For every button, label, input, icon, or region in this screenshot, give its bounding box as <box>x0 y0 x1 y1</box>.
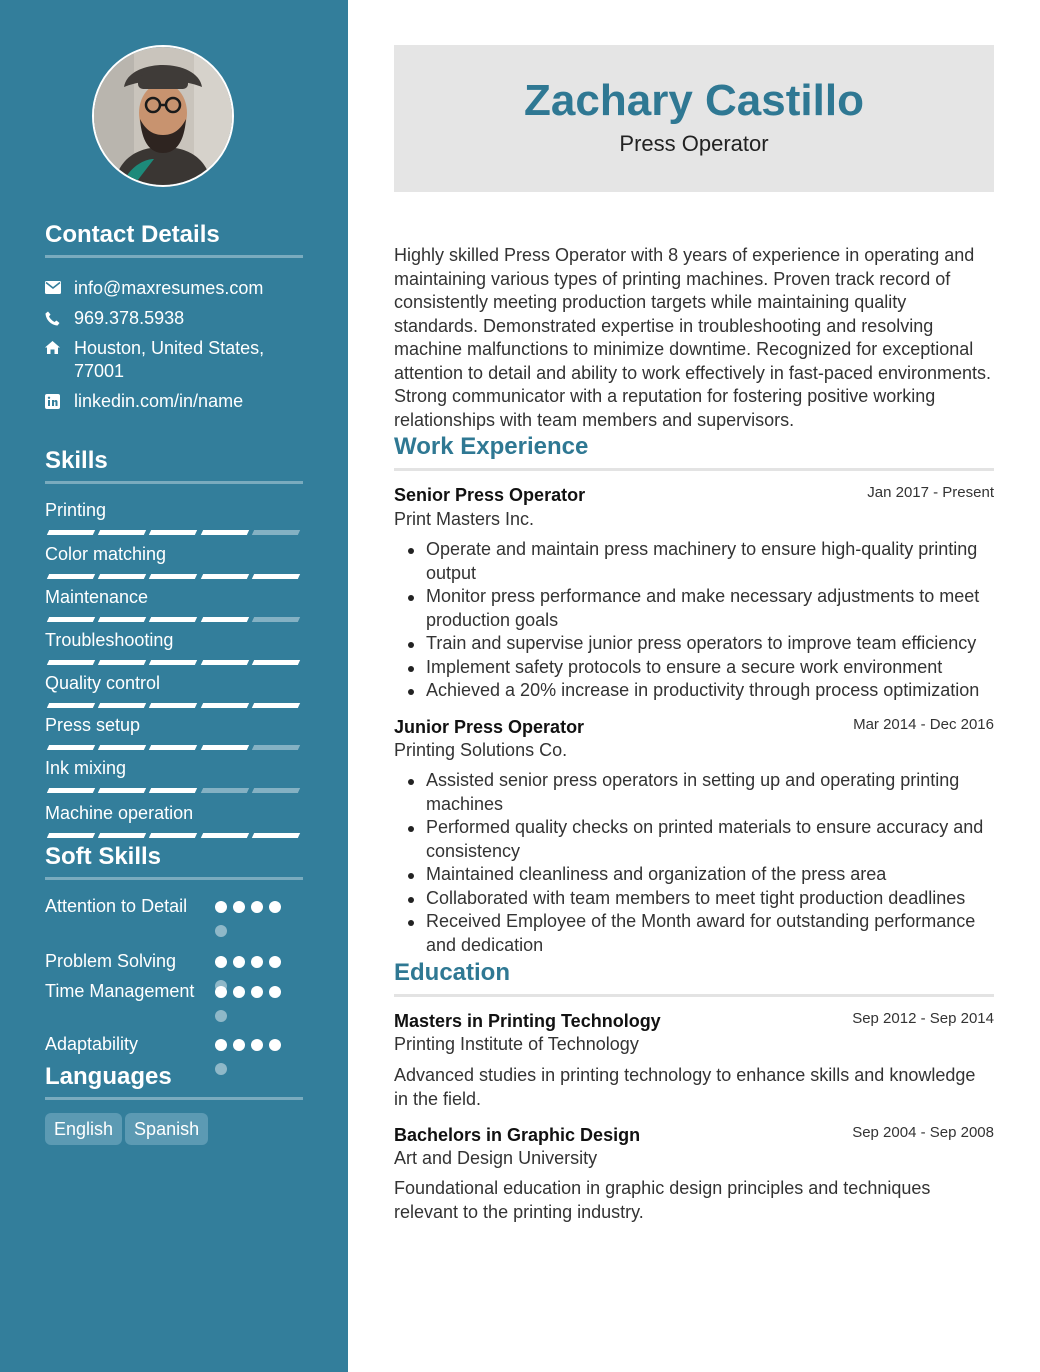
job-bullet: Received Employee of the Month award for outstanding performance and dedication <box>426 910 994 957</box>
skill-level-segment <box>252 788 300 793</box>
job-bullet: Collaborated with team members to meet tight production deadlines <box>426 887 994 911</box>
skill-level-segment <box>252 833 300 838</box>
skill-name: Maintenance <box>45 587 149 607</box>
contact-linkedin[interactable] <box>45 390 243 413</box>
skill-level-segment <box>149 833 197 838</box>
skill-level-bar <box>45 833 303 839</box>
skill-name: Printing <box>45 500 107 520</box>
skill-level-segment <box>252 617 300 622</box>
contact-email[interactable] <box>45 277 263 300</box>
job-bullet: Implement safety protocols to ensure a secure work environment <box>426 656 994 680</box>
soft-skill-name: Adaptability <box>45 1034 139 1054</box>
skill-level-segment <box>98 745 146 750</box>
skill-level-bar <box>45 788 303 794</box>
contact-phone[interactable] <box>45 307 184 330</box>
skill-level-segment <box>47 788 95 793</box>
profile-photo <box>92 45 234 187</box>
soft-skill-name: Problem Solving <box>45 951 177 971</box>
sidebar <box>0 0 348 1372</box>
skill-level-segment <box>98 574 146 579</box>
skill-level-segment <box>47 574 95 579</box>
skill-level-segment <box>252 745 300 750</box>
soft-skill-dot <box>215 925 227 937</box>
phone-text: 969.378.5938 <box>74 308 185 328</box>
skill-level-segment <box>200 574 248 579</box>
job-role: Senior Press Operator <box>394 485 586 505</box>
skill-name: Quality control <box>45 673 161 693</box>
soft-skill-dot <box>269 956 281 968</box>
skill-level-segment <box>47 833 95 838</box>
skill-level-bar <box>45 530 303 536</box>
skill-name: Machine operation <box>45 803 194 823</box>
languages-section <box>45 1063 303 1145</box>
education-description: Advanced studies in printing technology to enhance skills and knowledge in the field. <box>394 1065 976 1109</box>
skill-level-segment <box>98 617 146 622</box>
soft-skill-dot <box>215 1010 227 1022</box>
skill-level-segment <box>47 745 95 750</box>
header <box>394 45 994 192</box>
contact-section <box>45 221 303 411</box>
job-bullet: Maintained cleanliness and organization of the press area <box>426 863 994 887</box>
soft-skill-dot <box>233 986 245 998</box>
address-line2: 77001 <box>74 361 125 381</box>
languages-title: Languages <box>45 1063 303 1100</box>
skill-level-segment <box>149 745 197 750</box>
skill-level-segment <box>98 660 146 665</box>
soft-skill-dot <box>251 901 263 913</box>
language-tag: Spanish <box>125 1113 208 1145</box>
contact-address <box>45 337 264 383</box>
skill-level-segment <box>252 530 300 535</box>
job-company: Printing Solutions Co. <box>394 740 568 760</box>
skill-level-segment <box>47 530 95 535</box>
soft-skill-dot <box>215 901 227 913</box>
languages-list <box>45 1113 303 1145</box>
job-bullets <box>394 769 994 957</box>
profile-photo-icon <box>94 47 232 185</box>
job-dates: Jan 2017 - Present <box>867 484 994 501</box>
home-icon <box>45 337 74 383</box>
job-bullet: Monitor press performance and make necessary adjustments to meet production goals <box>426 585 994 632</box>
job-role: Junior Press Operator <box>394 717 585 737</box>
skill-name: Troubleshooting <box>45 630 174 650</box>
candidate-title: Press Operator <box>619 131 769 156</box>
skill-level-segment <box>47 703 95 708</box>
skill-level-bar <box>45 745 303 751</box>
work-title: Work Experience <box>394 433 994 471</box>
degree: Bachelors in Graphic Design <box>394 1125 641 1145</box>
education-title: Education <box>394 959 994 997</box>
envelope-icon <box>45 277 74 300</box>
soft-skill-dot <box>233 901 245 913</box>
skill-name: Color matching <box>45 544 167 564</box>
soft-skill-dot <box>269 901 281 913</box>
job-bullet: Train and supervise junior press operators to improve team efficiency <box>426 632 994 656</box>
language-tag: English <box>45 1113 122 1145</box>
skill-level-segment <box>47 617 95 622</box>
skill-level-segment <box>47 660 95 665</box>
skill-level-segment <box>252 703 300 708</box>
soft-skills-section <box>45 843 303 1068</box>
job-bullet: Performed quality checks on printed materials to ensure accuracy and consistency <box>426 816 994 863</box>
skill-level-segment <box>149 530 197 535</box>
summary: Highly skilled Press Operator with 8 years of experience in operating and maintaining various types of printing machines. Proven track record of consistently meeting production targets while maintaining quality standards. Demonstrated expertise in troubleshooting and resolving machine malfunctions to minimize downtime. Recognized for exceptional attention to detail and ability to work effectively in fast-paced environments. Strong communicator with a reputation for fostering positive working relationships with team members and supervisors. <box>394 245 991 430</box>
school: Art and Design University <box>394 1148 598 1168</box>
skill-level-bar <box>45 617 303 623</box>
job-bullet: Assisted senior press operators in setting up and operating printing machines <box>426 769 994 816</box>
email-text: info@maxresumes.com <box>74 278 264 298</box>
skills-section <box>45 447 303 837</box>
skill-level-segment <box>252 574 300 579</box>
soft-skill-dot <box>215 956 227 968</box>
school: Printing Institute of Technology <box>394 1034 639 1054</box>
skill-level-segment <box>149 617 197 622</box>
soft-skill-dot <box>215 1039 227 1051</box>
skill-level-segment <box>149 703 197 708</box>
skill-level-bar <box>45 703 303 709</box>
skill-level-segment <box>200 703 248 708</box>
skills-title: Skills <box>45 447 303 484</box>
skill-level-segment <box>98 703 146 708</box>
soft-skill-dot <box>233 1039 245 1051</box>
skill-level-segment <box>200 788 248 793</box>
soft-skills-title: Soft Skills <box>45 843 303 880</box>
skill-name: Press setup <box>45 715 141 735</box>
job-bullet: Operate and maintain press machinery to ensure high-quality printing output <box>426 538 994 585</box>
job-dates: Mar 2014 - Dec 2016 <box>853 716 994 733</box>
skill-level-segment <box>200 833 248 838</box>
skill-level-bar <box>45 660 303 666</box>
education-dates: Sep 2012 - Sep 2014 <box>852 1010 994 1027</box>
skill-level-segment <box>200 660 248 665</box>
soft-skill-dot <box>233 956 245 968</box>
soft-skill-name: Time Management <box>45 981 195 1001</box>
skill-level-segment <box>252 660 300 665</box>
skill-level-segment <box>200 530 248 535</box>
skill-level-segment <box>98 530 146 535</box>
job-company: Print Masters Inc. <box>394 509 535 529</box>
degree: Masters in Printing Technology <box>394 1011 661 1031</box>
phone-icon <box>45 307 74 330</box>
soft-skill-dot <box>251 956 263 968</box>
skill-level-segment <box>149 574 197 579</box>
linkedin-icon <box>45 390 74 413</box>
education-dates: Sep 2004 - Sep 2008 <box>852 1124 994 1141</box>
address-line1: Houston, United States, <box>74 338 265 358</box>
soft-skill-dot <box>215 986 227 998</box>
skill-name: Ink mixing <box>45 758 127 778</box>
soft-skill-dot <box>269 1039 281 1051</box>
contact-title: Contact Details <box>45 221 303 258</box>
skill-level-segment <box>98 833 146 838</box>
candidate-name: Zachary Castillo <box>524 76 864 125</box>
skill-level-segment <box>98 788 146 793</box>
job-bullets <box>394 538 994 703</box>
soft-skill-dot <box>269 986 281 998</box>
education-description: Foundational education in graphic design principles and techniques relevant to the printing industry. <box>394 1178 931 1222</box>
soft-skill-dot <box>251 1039 263 1051</box>
linkedin-text: linkedin.com/in/name <box>74 391 244 411</box>
job-bullet: Achieved a 20% increase in productivity through process optimization <box>426 679 994 703</box>
soft-skill-name: Attention to Detail <box>45 896 188 916</box>
skill-level-segment <box>149 660 197 665</box>
soft-skill-dot <box>251 986 263 998</box>
skill-level-segment <box>200 617 248 622</box>
skill-level-segment <box>200 745 248 750</box>
skill-level-bar <box>45 574 303 580</box>
skill-level-segment <box>149 788 197 793</box>
